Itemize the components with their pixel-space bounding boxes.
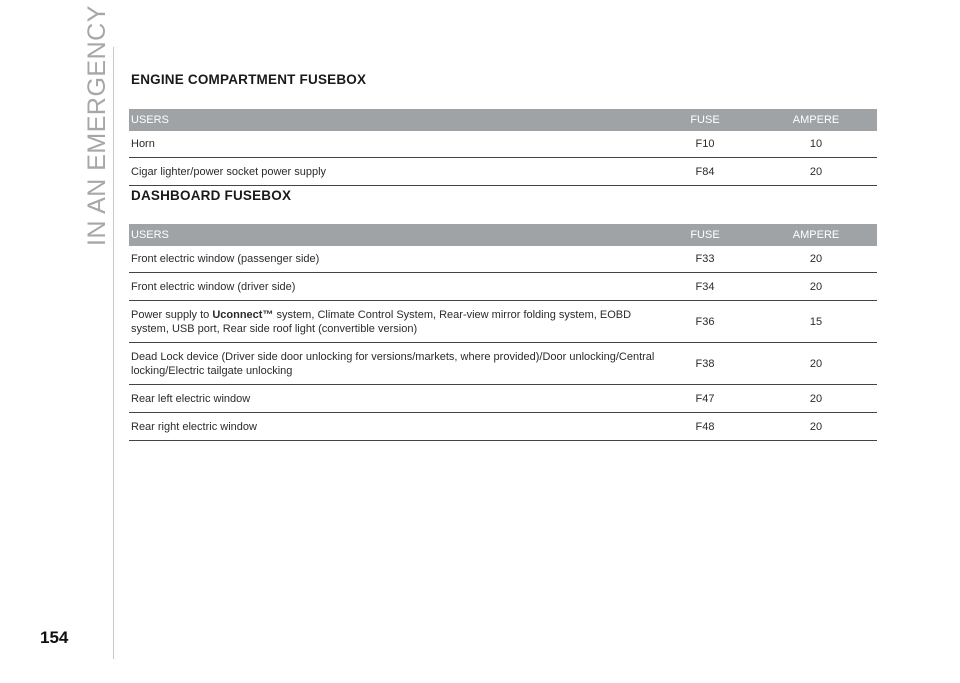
row-ampere: 20 <box>809 420 823 433</box>
row-fuse: F33 <box>695 253 715 265</box>
row-ampere: 20 <box>809 253 823 265</box>
table-row <box>129 413 877 441</box>
table-row <box>129 301 877 343</box>
chapter-divider <box>113 47 114 659</box>
row-users: Dead Lock device (Driver side door unlocking for versions/markets, where provided)/Door unlocking/Central locking/Electric tailgate unlocking <box>131 350 655 377</box>
row-fuse: F38 <box>695 357 715 370</box>
row-users: Rear left electric window <box>131 392 251 405</box>
table-row <box>129 273 877 301</box>
row-fuse: F48 <box>695 420 715 433</box>
column-header-users: USERS <box>131 114 169 126</box>
table-row <box>129 131 877 158</box>
table-header <box>129 109 877 131</box>
row-fuse: F84 <box>695 165 715 178</box>
table-row <box>129 246 877 273</box>
row-users-suffix: system, Climate Control System, Rear-view mirror folding system, EOBD system, USB port, Rear side roof light (convertible version) <box>131 308 632 335</box>
column-header-fuse: FUSE <box>690 114 720 126</box>
page-number: 154 <box>40 628 69 647</box>
table-row <box>129 158 877 186</box>
uconnect-brand: Uconnect™ <box>212 308 274 321</box>
row-ampere: 20 <box>809 280 823 293</box>
chapter-title: IN AN EMERGENCY <box>83 5 111 246</box>
row-ampere: 20 <box>809 357 823 370</box>
table-row <box>129 385 877 413</box>
row-fuse: F36 <box>695 315 715 328</box>
dashboard-fusebox-table <box>129 224 877 441</box>
row-ampere: 20 <box>809 392 823 405</box>
column-header-ampere: AMPERE <box>792 229 840 241</box>
dashboard-fusebox-title: DASHBOARD FUSEBOX <box>131 188 292 203</box>
row-ampere: 15 <box>809 315 823 328</box>
row-users: Front electric window (driver side) <box>131 280 296 293</box>
engine-fusebox-table <box>129 109 877 186</box>
row-users-prefix: Power supply to <box>131 308 213 321</box>
row-users <box>129 308 655 336</box>
row-users: Rear right electric window <box>131 420 257 433</box>
row-fuse: F10 <box>695 138 715 150</box>
column-header-users: USERS <box>131 229 169 241</box>
row-users: Horn <box>131 138 155 150</box>
row-ampere: 20 <box>809 165 823 178</box>
table-header <box>129 224 877 246</box>
table-row <box>129 343 877 385</box>
engine-fusebox-title: ENGINE COMPARTMENT FUSEBOX <box>131 72 367 87</box>
row-fuse: F47 <box>695 392 715 405</box>
column-header-ampere: AMPERE <box>792 114 840 126</box>
row-users: Cigar lighter/power socket power supply <box>131 165 327 178</box>
column-header-fuse: FUSE <box>690 229 720 241</box>
row-fuse: F34 <box>695 280 715 293</box>
row-users: Front electric window (passenger side) <box>131 253 320 265</box>
row-ampere: 10 <box>809 138 823 150</box>
